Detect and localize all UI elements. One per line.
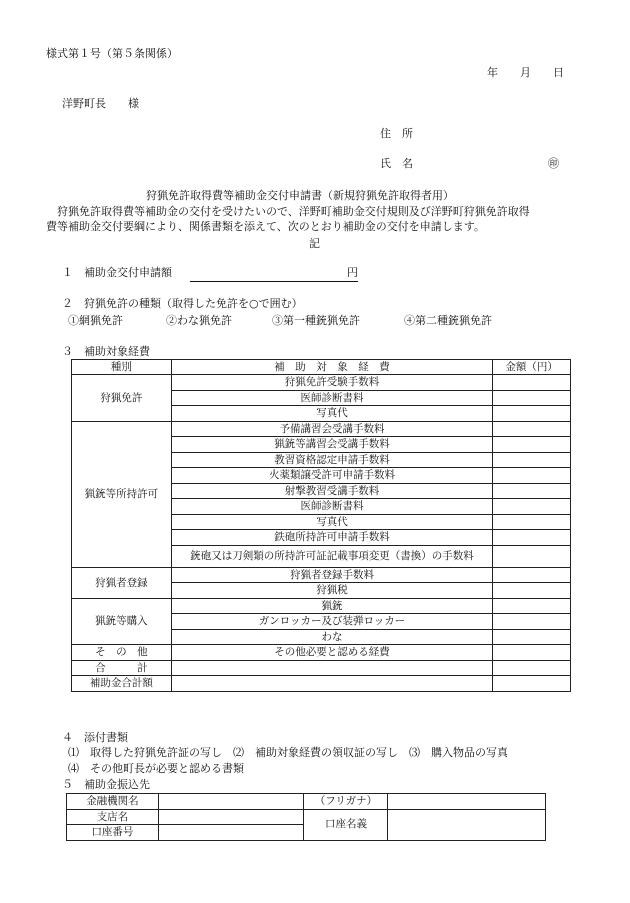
header-amount: 金額（円）	[493, 360, 571, 375]
account-number-label: 口座番号	[67, 825, 159, 841]
bank-row	[67, 809, 546, 825]
amount-cell[interactable]	[493, 406, 571, 422]
license-option-1: ①網猟免許	[68, 314, 123, 327]
amount-cell[interactable]	[493, 614, 571, 630]
body-text-line-1: 狩猟免許取得費等補助金の交付を受けたいので、洋野町補助金交付規則及び洋野町狩猟免許取得	[46, 205, 530, 218]
table-row	[72, 375, 571, 391]
expense-item: 予備講習会受講手数料	[171, 421, 493, 437]
license-option-4: ④第二種銃猟免許	[404, 314, 492, 327]
subsidy-total-label: 補助金合計額	[72, 676, 172, 692]
amount-cell[interactable]	[493, 583, 571, 599]
requested-amount-unit: 円	[190, 266, 358, 282]
amount-cell[interactable]	[493, 452, 571, 468]
document-title: 狩猟免許取得費等補助金交付申請書（新規狩猟免許取得者用）	[146, 189, 454, 202]
branch-field[interactable]	[158, 809, 304, 825]
total-expense-cell	[171, 660, 493, 676]
expense-item: 射撃教習受講手数料	[171, 483, 493, 499]
expense-item: 狩猟免許受験手数料	[171, 375, 493, 391]
type-other: そ の 他	[72, 645, 172, 661]
amount-cell[interactable]	[493, 375, 571, 391]
attachment-line-2: ⑷ その他町長が必要と認める書類	[68, 762, 244, 775]
form-number: 様式第１号（第５条関係）	[46, 47, 178, 60]
table-row	[72, 567, 571, 583]
table-row-subsidy-total	[72, 676, 571, 692]
table-header-row	[72, 360, 571, 375]
furigana-label: （フリガナ）	[304, 794, 388, 810]
section-3-label: ３ 補助対象経費	[62, 345, 150, 358]
total-label: 合 計	[72, 660, 172, 676]
amount-cell[interactable]	[493, 530, 571, 546]
amount-cell[interactable]	[493, 545, 571, 567]
amount-cell[interactable]	[493, 390, 571, 406]
expense-item: 猟銃	[171, 598, 493, 614]
bank-name-label: 金融機関名	[67, 794, 159, 810]
amount-cell[interactable]	[493, 567, 571, 583]
amount-cell[interactable]	[493, 514, 571, 530]
table-row	[72, 598, 571, 614]
amount-cell[interactable]	[493, 468, 571, 484]
account-name-field[interactable]	[388, 809, 546, 840]
amount-cell[interactable]	[493, 421, 571, 437]
table-row	[72, 421, 571, 437]
name-label: 氏 名	[380, 157, 413, 170]
addressee: 洋野町長 様	[62, 97, 139, 110]
license-option-2: ②わな猟免許	[166, 314, 232, 327]
type-gun-permit: 猟銃等所持許可	[72, 421, 172, 567]
expense-item: 鉄砲所持許可申請手数料	[171, 530, 493, 546]
furigana-field[interactable]	[388, 794, 546, 810]
expense-item: 写真代	[171, 514, 493, 530]
expense-item: ガンロッカー及び装弾ロッカー	[171, 614, 493, 630]
amount-cell[interactable]	[493, 598, 571, 614]
expense-item: 医師診断書料	[171, 499, 493, 515]
expense-item: その他必要と認める経費	[171, 645, 493, 661]
attachment-line-1: ⑴ 取得した狩猟免許証の写し ⑵ 補助対象経費の領収証の写し ⑶ 購入物品の写真	[68, 746, 508, 759]
requested-amount-field[interactable]	[190, 266, 358, 282]
subsidy-total-expense-cell	[171, 676, 493, 692]
table-row-other	[72, 645, 571, 661]
section-1-label: １ 補助金交付申請額	[62, 266, 172, 279]
type-hunter-registration: 狩猟者登録	[72, 567, 172, 598]
account-number-field[interactable]	[158, 825, 304, 841]
expense-item: 狩猟者登録手数料	[171, 567, 493, 583]
body-text-line-2: 費等補助金交付要綱により、関係書類を添えて、次のとおり補助金の交付を申請します。	[46, 220, 485, 233]
amount-cell[interactable]	[493, 437, 571, 453]
expense-item: 猟銃等講習会受講手数料	[171, 437, 493, 453]
account-name-label: 口座名義	[304, 809, 388, 840]
bank-name-field[interactable]	[158, 794, 304, 810]
type-gun-purchase: 猟銃等購入	[72, 598, 172, 645]
expense-item: 狩猟税	[171, 583, 493, 599]
amount-cell[interactable]	[493, 483, 571, 499]
expense-item: 写真代	[171, 406, 493, 422]
section-2-label: ２ 狩猟免許の種類（取得した免許を○で囲む）	[62, 297, 303, 310]
expense-item: 教習資格認定申請手数料	[171, 452, 493, 468]
section-4-label: ４ 添付書類	[62, 731, 128, 744]
ki-heading: 記	[309, 237, 320, 250]
expense-item: 銃砲又は刀剣類の所持許可証記載事項変更（書換）の手数料	[171, 545, 493, 567]
header-expense: 補 助 対 象 経 費	[171, 360, 493, 375]
expense-item: 火薬類譲受許可申請手数料	[171, 468, 493, 484]
amount-cell[interactable]	[493, 499, 571, 515]
bank-table	[66, 793, 546, 841]
amount-cell[interactable]	[493, 645, 571, 661]
branch-label: 支店名	[67, 809, 159, 825]
header-type: 種別	[72, 360, 172, 375]
amount-cell[interactable]	[493, 629, 571, 645]
seal-mark: ㊞	[548, 157, 559, 170]
expense-item: わな	[171, 629, 493, 645]
expense-table	[71, 359, 571, 692]
table-row-total	[72, 660, 571, 676]
address-label: 住 所	[380, 127, 413, 140]
license-option-3: ③第一種銃猟免許	[272, 314, 360, 327]
expense-item: 医師診断書料	[171, 390, 493, 406]
type-hunting-license: 狩猟免許	[72, 375, 172, 422]
total-amount-cell[interactable]	[493, 660, 571, 676]
date-line: 年 月 日	[487, 66, 564, 79]
bank-row	[67, 794, 546, 810]
subsidy-total-amount-cell[interactable]	[493, 676, 571, 692]
section-5-label: ５ 補助金振込先	[62, 778, 150, 791]
